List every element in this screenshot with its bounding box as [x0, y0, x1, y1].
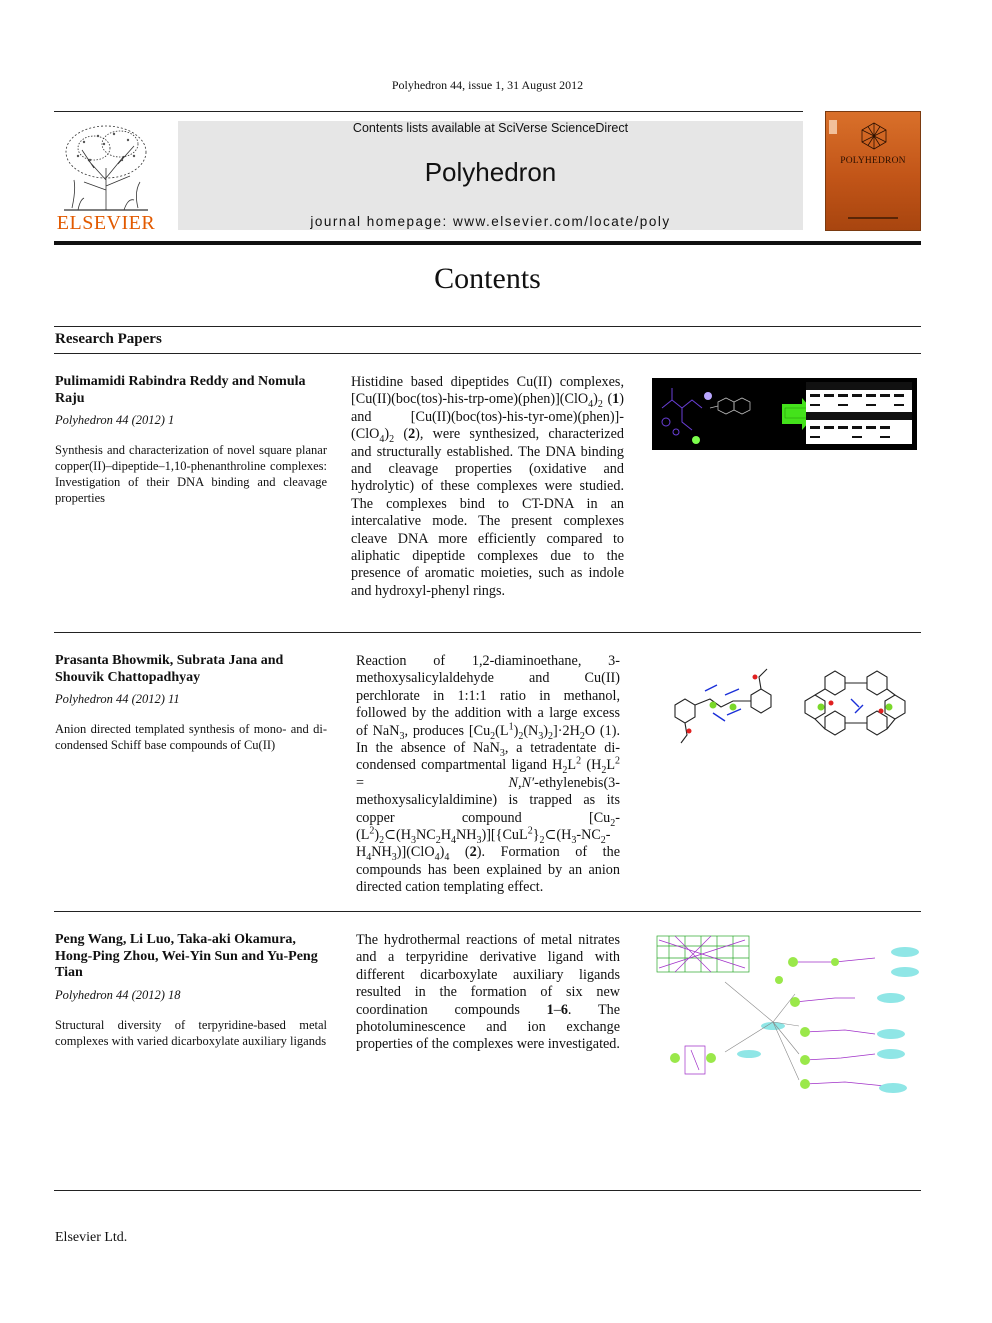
graphical-abstract[interactable]	[652, 378, 917, 450]
contents-available-link[interactable]: Contents lists available at SciVerse ScienceDirect	[352, 121, 629, 135]
section-title: Research Papers	[55, 331, 162, 347]
article-abstract: Histidine based dipeptides Cu(II) complexes, $[Cu(II)(boc(tos)-his-trp-ome)(phen)](ClO_4)_2$ (1) and $[Cu(II)(boc(tos)-his-tyr-ome)(phen)]-(ClO_4)_2$ (2), were synthesized, characterized and structurally established. The DNA binding and cleavage properties (oxidative and hydrolytic) of these complexes were studied. The complexes bind to CT-DNA in an intercalative mode. The present complexes cleave DNA more efficiently compared to aliphatic dipeptide complexes due to the presence of aromatic moieties, such as indole and hydroxyl-phenyl rings.	[351, 374, 624, 599]
article-reference[interactable]: Polyhedron 44 (2012) 11	[55, 692, 180, 706]
section-top-rule	[54, 326, 921, 327]
article-authors: Pulimamidi Rabindra Reddy and Nomula Raju	[55, 374, 306, 406]
article-divider	[54, 632, 921, 633]
graphical-abstract[interactable]	[655, 655, 923, 750]
elsevier-logo[interactable]	[54, 120, 158, 232]
contents-bottom-rule	[54, 1190, 921, 1191]
journal-banner	[178, 121, 803, 230]
journal-homepage-link[interactable]: journal homepage: www.elsevier.com/locate/poly	[310, 214, 671, 229]
graphical-abstract[interactable]	[655, 934, 923, 1104]
article-title[interactable]: Structural diversity of terpyridine-based metal complexes with varied dicarboxylate auxiliary ligands	[55, 1018, 327, 1048]
cover-title: POLYHEDRON	[840, 156, 906, 166]
dna-cleavage-graphic	[652, 378, 917, 450]
article-abstract: The hydrothermal reactions of metal nitrates and a terpyridine derivative ligand with different dicarboxylate auxiliary ligands resulted in the formation of six new coordination compounds 1–6. The photoluminescence and ion exchange properties of the complexes were investigated.	[356, 932, 620, 1053]
journal-name: Polyhedron	[424, 157, 557, 187]
crystal-structure-graphic	[655, 655, 923, 750]
article-title[interactable]: Synthesis and characterization of novel square planar copper(II)–dipeptide–1,10-phenanthroline complexes: Investigation of their DNA binding and cleavage properties	[55, 443, 327, 505]
article-divider	[54, 911, 921, 912]
header-top-rule	[54, 111, 803, 112]
article-authors: Prasanta Bhowmik, Subrata Jana and Shouvik Chattopadhyay	[55, 653, 284, 685]
journal-cover[interactable]	[825, 111, 921, 231]
elsevier-wordmark: ELSEVIER	[56, 212, 156, 234]
section-bottom-rule	[54, 353, 921, 354]
journal-issue-reference: Polyhedron 44, issue 1, 31 August 2012	[391, 78, 584, 92]
article-reference[interactable]: Polyhedron 44 (2012) 1	[55, 413, 175, 427]
page-title: Contents	[434, 262, 541, 295]
article-reference[interactable]: Polyhedron 44 (2012) 18	[55, 988, 181, 1002]
elsevier-tree-icon	[54, 120, 158, 215]
footer-publisher: Elsevier Ltd.	[55, 1230, 128, 1245]
coordination-compounds-graphic	[655, 934, 923, 1104]
polyhedron-icon	[860, 122, 888, 150]
header-thick-rule	[54, 241, 921, 245]
article-abstract: Reaction of 1,2-diaminoethane, 3-methoxysalicylaldehyde and Cu(II) perchlorate in 1:1:1 ratio in methanol, followed by the addition with a large excess of NaN$_3$, produces $[Cu_2(L^1)_2(N_3)_2]\cdot 2H_2O$ (1). In the absence of NaN$_3$, a tetradentate di-condensed compartmental ligand $H_2L^2$ ($H_2L^2$ = N,N′-ethylenebis(3-methoxysalicylaldimine) is trapped as its copper compound $[Cu_2-(L^2)_2\subset(H_3NC_2H_4NH_3)][\{CuL^2\}_2\subset(H_3-NC_2-H_4NH_3)](ClO_4)_4$ (2). Formation of the compounds has been explained by an anion directed cation templating effect.	[356, 653, 620, 896]
cover-imprint	[848, 217, 898, 219]
article-authors: Peng Wang, Li Luo, Taka-aki Okamura, Hong-Ping Zhou, Wei-Yin Sun and Yu-Peng Tian	[55, 932, 318, 980]
article-title[interactable]: Anion directed templated synthesis of mono- and di-condensed Schiff base compounds of Cu(II)	[55, 722, 327, 752]
cover-tab	[829, 120, 837, 134]
